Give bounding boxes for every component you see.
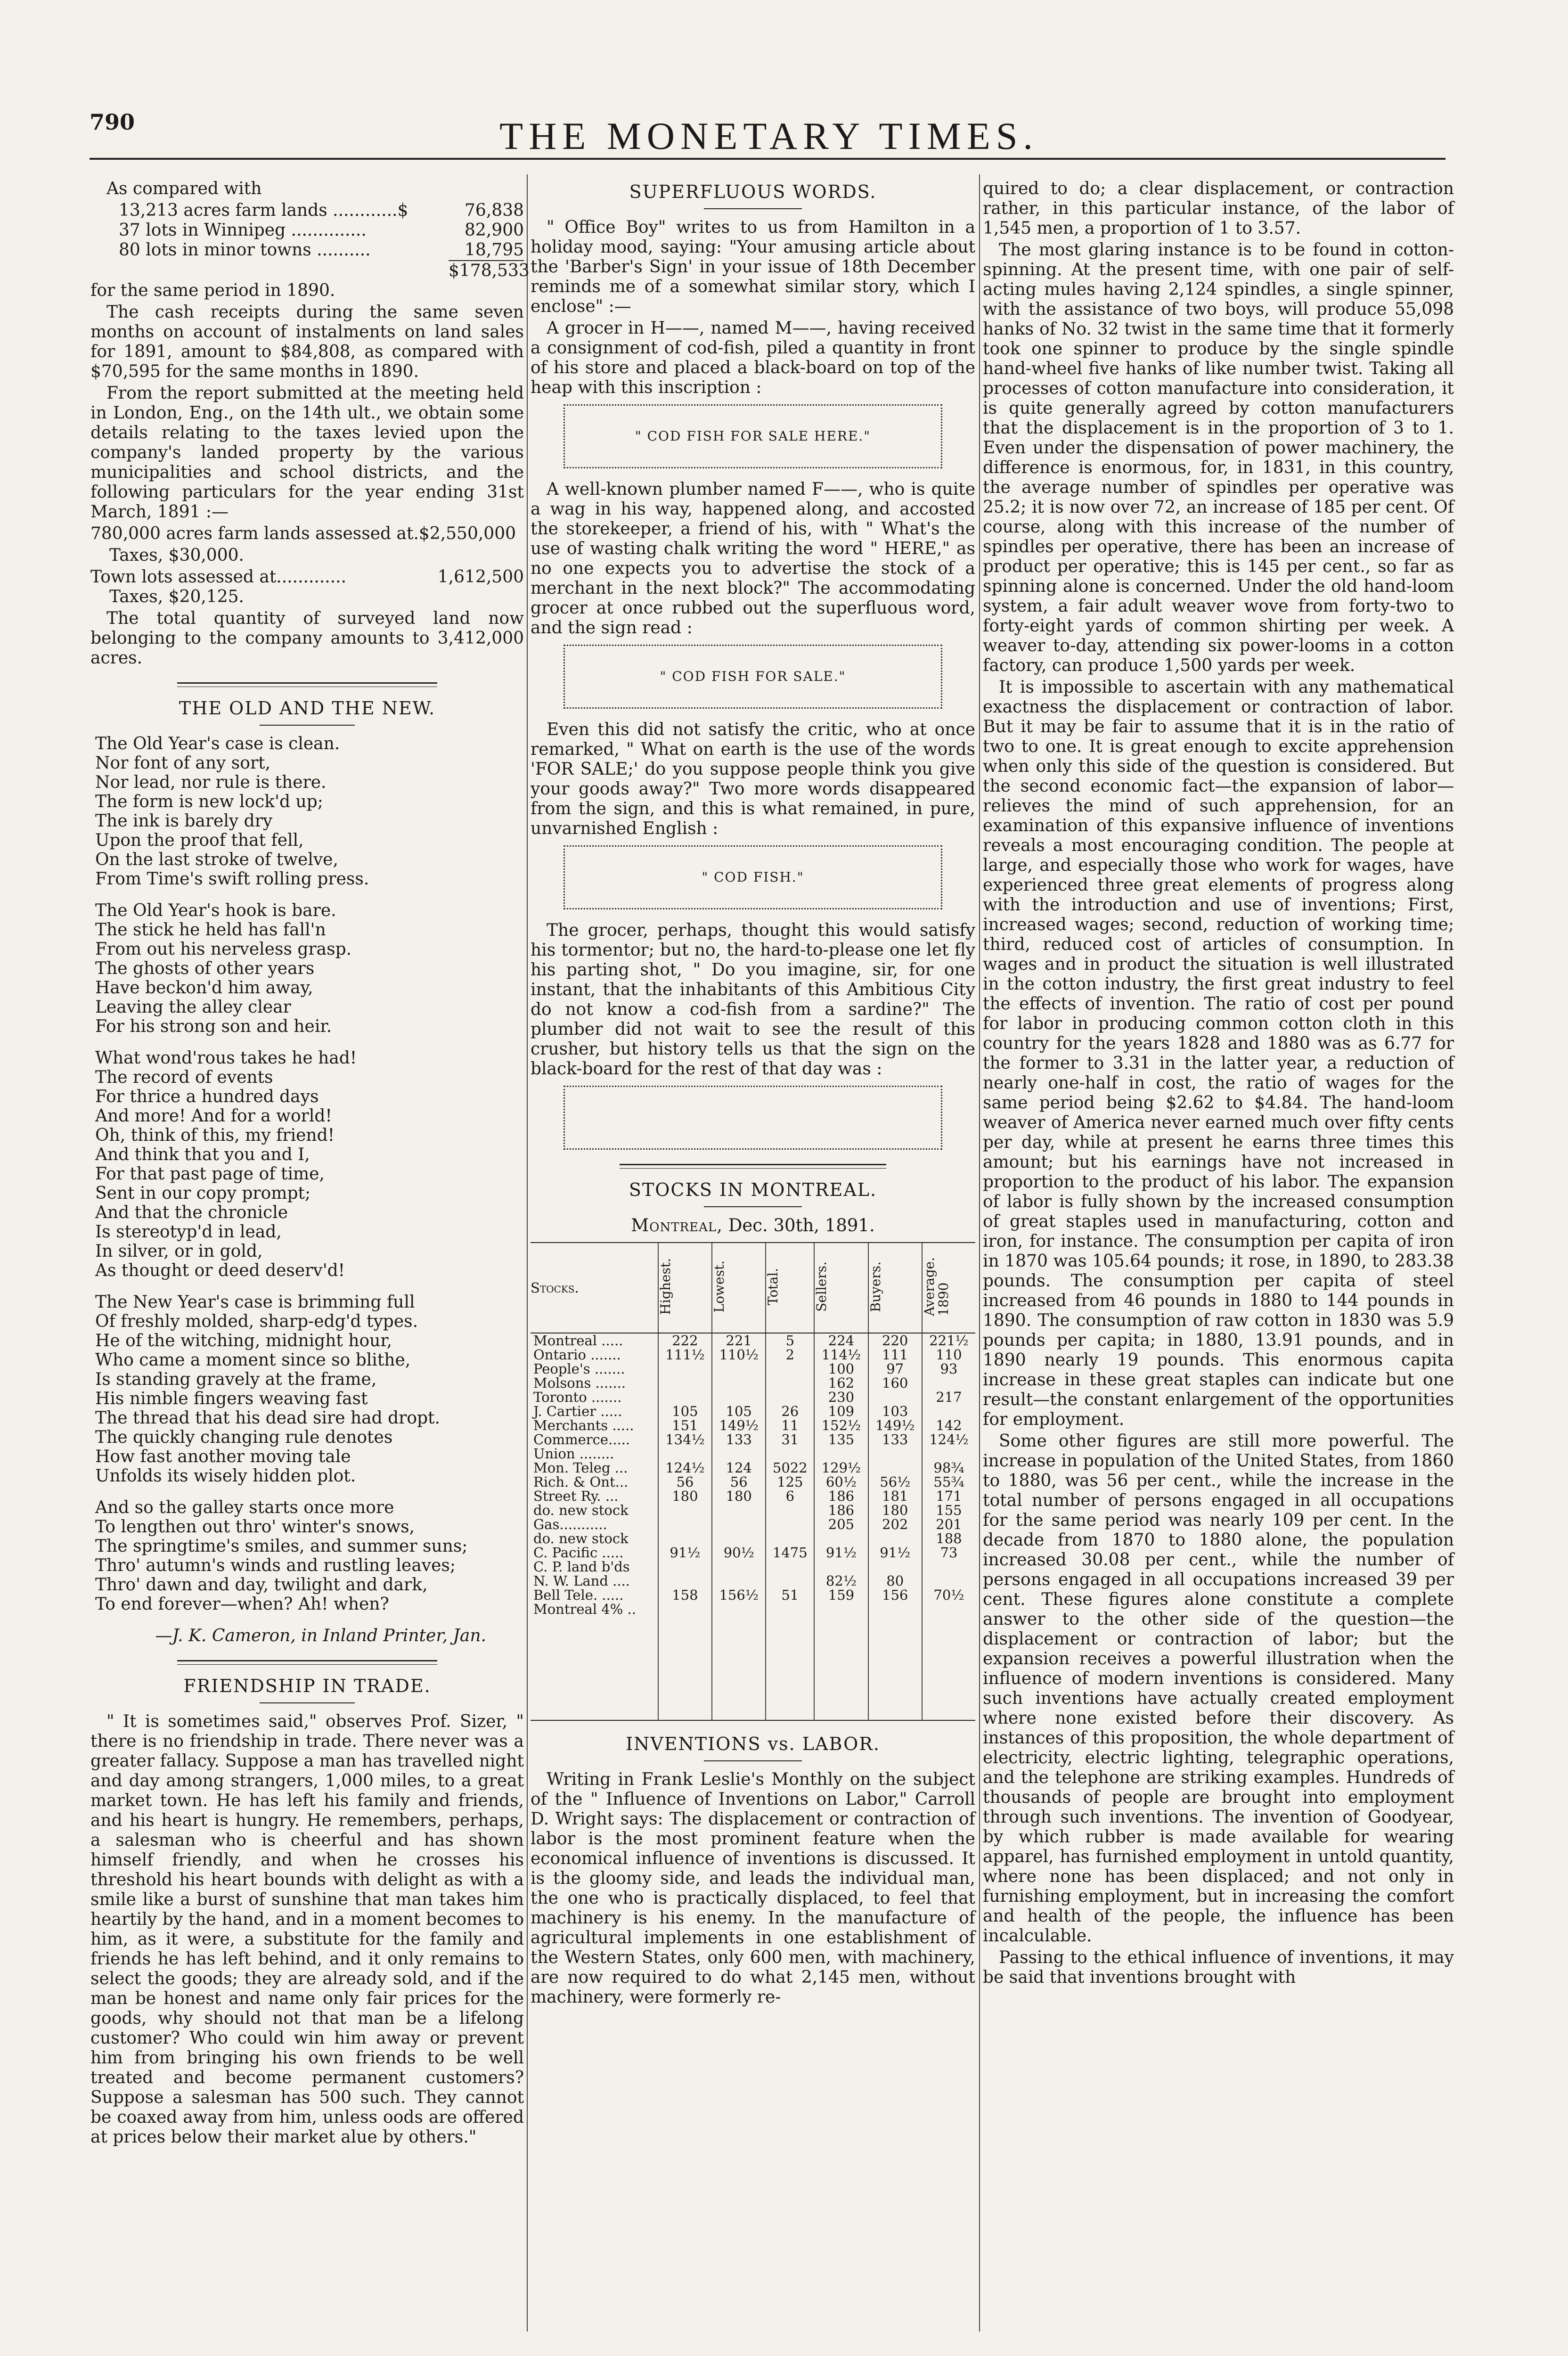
poem-line: Unfolds its wisely hidden plot. <box>95 1466 356 1486</box>
stocks-cell <box>922 1574 975 1588</box>
stocks-cell <box>658 1616 712 1720</box>
stocks-row <box>531 1376 975 1390</box>
stocks-cell <box>814 1531 868 1546</box>
stocks-cell: Gas........... <box>533 1516 607 1532</box>
stocks-cell <box>712 1531 766 1546</box>
stocks-cell <box>712 1390 766 1404</box>
paragraph: From the report submitted at the meeting held in London, Eng., on the 14th ult., we obtain some details relating to the taxes levied upon the company's landed property by the various municipalities and school districts, and the following particulars for the year ending 31st March, 1891 :— <box>90 384 524 522</box>
column-divider <box>979 174 980 2331</box>
stocks-cell: 70½ <box>922 1588 975 1602</box>
poem-line: Sent in our copy prompt; <box>95 1184 311 1203</box>
stocks-cell: 56 <box>658 1475 712 1489</box>
stocks-cell: C. P. land b'ds <box>533 1559 630 1575</box>
poem-line: Is stereotyp'd in lead, <box>95 1222 282 1242</box>
poem-line: And think that you and I, <box>95 1145 310 1164</box>
stocks-cell <box>766 1447 814 1461</box>
stocks-cell <box>658 1447 712 1461</box>
stocks-cell: 181 <box>868 1489 922 1503</box>
stocks-cell <box>766 1616 814 1720</box>
stocks-cell: 180 <box>868 1503 922 1517</box>
title-rule <box>704 208 802 209</box>
stocks-cell <box>868 1461 922 1475</box>
poem-stanza <box>95 1293 524 1486</box>
stocks-cell: 134½ <box>658 1432 712 1447</box>
stocks-cell: 159 <box>814 1588 868 1602</box>
poem <box>90 734 524 1614</box>
stocks-cell <box>868 1560 922 1574</box>
farm-line-label: 13,213 acres farm lands ............$ <box>119 201 408 220</box>
farm-line-value: 76,838 <box>465 201 524 220</box>
poem-line: In silver, or in gold, <box>95 1242 263 1261</box>
poem-line: And that the chronicle <box>95 1203 288 1222</box>
stocks-cell: 5 <box>766 1333 814 1348</box>
stocks-cell: 188 <box>922 1531 975 1546</box>
stocks-cell: do. new stock <box>533 1502 629 1518</box>
farm-line <box>90 240 524 260</box>
poem-line: To end forever—when? Ah! when? <box>95 1595 389 1614</box>
stocks-cell <box>868 1390 922 1404</box>
stocks-cell: 93 <box>922 1362 975 1376</box>
stocks-cell: 5022 <box>766 1461 814 1475</box>
section-rule <box>177 682 437 687</box>
blackboard-sign: " COD FISH." <box>564 845 942 909</box>
paragraph: A well-known plumber named F——, who is quite a wag in his way, happened along, and accosted the storekeeper, a friend of his, with " What's the use of wasting chalk writing the word " HERE," as no one expects you to advertise the stock of a merchant in the next block?" The accommodating grocer at once rubbed out the superfluous word, and the sign read : <box>531 480 975 638</box>
stocks-cell <box>658 1517 712 1531</box>
stocks-date: Dec. 30th, 1891. <box>728 1215 875 1235</box>
stocks-cell <box>922 1376 975 1390</box>
stocks-cell: 91½ <box>658 1546 712 1560</box>
stocks-cell: People's ....... <box>533 1361 625 1377</box>
stocks-cell: 60½ <box>814 1475 868 1489</box>
stocks-cell: 186 <box>814 1503 868 1517</box>
poem-line: The New Year's case is brimming full <box>95 1293 415 1312</box>
farm-line-label: 37 lots in Winnipeg .............. <box>119 221 367 240</box>
stocks-cell <box>712 1376 766 1390</box>
poem-line: To lengthen out thro' winter's snows, <box>95 1517 415 1537</box>
column-1 <box>90 179 530 2149</box>
stocks-cell: Commerce..... <box>533 1432 630 1448</box>
stocks-body <box>531 1333 975 1720</box>
stocks-cell: 56½ <box>868 1475 922 1489</box>
poem-line: Nor font of any sort, <box>95 753 271 773</box>
section-rule <box>177 1660 437 1665</box>
stocks-column-header: Stocks. <box>531 1243 658 1333</box>
paragraph: Writing in Frank Leslie's Monthly on the subject of the " Influence of Inventions on Labor," Carroll D. Wright says: The displacement or contraction of labor is the most prominent feature when the economical influence of inventions is discussed. It is the gloomy side, and leads the individual man, the one who is practically displaced, to feel that machinery is his enemy. In the manufacture of agricultural implements in one establishment of the Western States, only 600 men, with machinery, are now required to do what 2,145 men, without machinery, were formerly re- <box>531 1770 975 2007</box>
tax-line: 780,000 acres farm lands assessed at.$2,550,000 <box>90 524 516 543</box>
poem-line: For that past page of time, <box>95 1164 325 1184</box>
poem-line: The ink is barely dry <box>95 811 273 831</box>
blackboard-sign: " COD FISH FOR SALE." <box>564 645 942 709</box>
stocks-cell <box>766 1362 814 1376</box>
stocks-row <box>531 1447 975 1461</box>
poem-line: What wond'rous takes he had! <box>95 1048 357 1068</box>
stocks-cell <box>922 1404 975 1418</box>
stocks-cell <box>712 1503 766 1517</box>
stocks-cell: 73 <box>922 1546 975 1560</box>
stocks-cell: 82½ <box>814 1574 868 1588</box>
stocks-cell <box>712 1560 766 1574</box>
stocks-cell: C. Pacific ..... <box>533 1545 624 1561</box>
stocks-cell: 91½ <box>868 1546 922 1560</box>
stocks-cell <box>658 1560 712 1574</box>
stocks-cell: 111 <box>868 1348 922 1362</box>
stocks-row <box>531 1531 975 1546</box>
stocks-cell: 110 <box>922 1348 975 1362</box>
stocks-cell <box>766 1602 814 1616</box>
farm-line-value: 18,795 <box>465 240 524 260</box>
farm-line <box>90 201 524 221</box>
poem-line: Leaving the alley clear <box>95 998 291 1017</box>
stocks-cell: 152½ <box>814 1418 868 1432</box>
stocks-row <box>531 1348 975 1362</box>
stocks-row <box>531 1432 975 1447</box>
stocks-cell: 217 <box>922 1390 975 1404</box>
stocks-cell: 2 <box>766 1348 814 1362</box>
stocks-row <box>531 1560 975 1574</box>
stocks-cell: 100 <box>814 1362 868 1376</box>
stocks-cell <box>814 1602 868 1616</box>
stocks-row <box>531 1362 975 1376</box>
tax-line: Taxes, $30,000. <box>109 546 244 565</box>
stocks-cell <box>814 1447 868 1461</box>
stocks-cell: 230 <box>814 1390 868 1404</box>
farm-line-value: 82,900 <box>465 221 524 240</box>
stocks-cell: 31 <box>766 1432 814 1447</box>
stocks-cell: 80 <box>868 1574 922 1588</box>
stocks-cell <box>658 1376 712 1390</box>
inventions-title: INVENTIONS vs. LABOR. <box>626 1734 880 1754</box>
title-rule <box>260 725 355 726</box>
stocks-cell: 56 <box>712 1475 766 1489</box>
stocks-cell: 158 <box>658 1588 712 1602</box>
poem-line: On the last stroke of twelve, <box>95 850 338 869</box>
stocks-row <box>531 1489 975 1503</box>
poem-line: His nimble fingers weaving fast <box>95 1389 368 1408</box>
stocks-cell <box>922 1560 975 1574</box>
stocks-cell: 26 <box>766 1404 814 1418</box>
stocks-cell <box>922 1602 975 1616</box>
poem-line: Thro' autumn's winds and rustling leaves; <box>95 1556 456 1575</box>
stocks-cell: 124½ <box>658 1461 712 1475</box>
stocks-cell: 151 <box>658 1418 712 1432</box>
stocks-cell: Montreal 4% .. <box>533 1601 636 1617</box>
poem-stanza <box>95 1498 524 1614</box>
stocks-cell: 110½ <box>712 1348 766 1362</box>
title-rule <box>704 1760 802 1761</box>
poem-line: Oh, think of this, my friend! <box>95 1126 335 1145</box>
poem-line: And so the galley starts once more <box>95 1498 394 1517</box>
poem-line: The Old Year's hook is bare. <box>95 901 336 920</box>
stocks-column-header: Total. <box>766 1243 814 1333</box>
stocks-cell: 205 <box>814 1517 868 1531</box>
stocks-cell: 1475 <box>766 1546 814 1560</box>
stocks-cell <box>658 1362 712 1376</box>
paragraph: A grocer in H——, named M——, having received a consignment of cod-fish, piled a quantity in front of his store and placed a black-board on top of the heap with this inscription : <box>531 319 975 397</box>
column-2 <box>531 179 975 2009</box>
farm-lines <box>90 201 524 260</box>
stocks-header-row <box>531 1243 975 1333</box>
poem-line: Have beckon'd him away, <box>95 978 313 998</box>
stocks-cell: 133 <box>712 1432 766 1447</box>
poem-line: From out his nerveless grasp. <box>95 940 352 959</box>
blackboard-sign: " COD FISH FOR SALE HERE." <box>564 404 942 468</box>
poem-line: For his strong son and heir. <box>95 1017 332 1036</box>
poem-credit: —J. K. Cameron, in Inland Printer, Jan. <box>155 1626 486 1645</box>
poem-line: How fast another moving tale <box>95 1447 351 1466</box>
stocks-cell: 221½ <box>922 1333 975 1348</box>
masthead-title: THE MONETARY TIMES. <box>499 115 1038 157</box>
poem-line: As thought or deed deserv'd! <box>95 1261 345 1280</box>
poem-line: The record of events <box>95 1068 273 1087</box>
poem-line: Who came a moment since so blithe, <box>95 1350 411 1370</box>
stocks-row <box>531 1390 975 1404</box>
stocks-cell <box>814 1560 868 1574</box>
stocks-cell: 114½ <box>814 1348 868 1362</box>
stocks-title: STOCKS IN MONTREAL. <box>629 1179 877 1200</box>
stocks-cell: 162 <box>814 1376 868 1390</box>
stocks-cell: 98¾ <box>922 1461 975 1475</box>
paragraph: The grocer, perhaps, thought this would satisfy his tormentor; but no, the hard-to-please one let fly his parting shot, " Do you imagine, sir, for one instant, that the inhabitants of this Ambitious City do not know a cod-fish from a sardine?" The plumber did not wait to see the result of this crusher, but history tells us that the sign on the black-board for the rest of that day was : <box>531 921 975 1079</box>
poem-line: He of the witching, midnight hour, <box>95 1331 392 1350</box>
stocks-cell <box>712 1574 766 1588</box>
poem-title: THE OLD AND THE NEW. <box>179 698 436 719</box>
page-number: 790 <box>90 109 135 135</box>
stocks-cell: Union ........ <box>533 1446 614 1462</box>
stocks-row <box>531 1602 975 1616</box>
stocks-row <box>531 1333 975 1348</box>
stocks-row <box>531 1475 975 1489</box>
poem-line: The form is new lock'd up; <box>95 792 323 811</box>
stocks-cell: 180 <box>658 1489 712 1503</box>
poem-line: Nor lead, nor rule is there. <box>95 773 327 792</box>
stocks-cell <box>766 1517 814 1531</box>
stocks-cell <box>766 1560 814 1574</box>
stocks-cell <box>712 1447 766 1461</box>
stocks-cell <box>658 1602 712 1616</box>
stocks-row <box>531 1588 975 1602</box>
title-rule <box>260 1702 355 1703</box>
poem-line: The thread that his dead sire had dropt. <box>95 1408 440 1428</box>
stocks-cell: Merchants ..... <box>533 1417 634 1433</box>
stocks-cell: Rich. & Ont... <box>533 1474 629 1490</box>
poem-line: From Time's swift rolling press. <box>95 869 369 889</box>
stocks-cell <box>658 1503 712 1517</box>
poem-stanza <box>95 901 524 1036</box>
friendship-title: FRIENDSHIP IN TRADE. <box>183 1676 431 1696</box>
poem-line: Thro' dawn and day, twilight and dark, <box>95 1575 428 1595</box>
stocks-cell: 135 <box>814 1432 868 1447</box>
stocks-column-header: Average. 1890 <box>922 1243 975 1333</box>
stocks-cell: 149½ <box>868 1418 922 1432</box>
stocks-filler-row <box>531 1616 975 1720</box>
stocks-cell <box>922 1447 975 1461</box>
poem-stanza <box>95 734 524 889</box>
stocks-cell: 201 <box>922 1517 975 1531</box>
stocks-cell <box>922 1616 975 1720</box>
land-intro: As compared with <box>106 179 262 198</box>
stocks-cell: 224 <box>814 1333 868 1348</box>
stocks-row <box>531 1503 975 1517</box>
stocks-cell: 91½ <box>814 1546 868 1560</box>
stocks-row <box>531 1461 975 1475</box>
stocks-cell <box>868 1447 922 1461</box>
stocks-cell: 133 <box>868 1432 922 1447</box>
stocks-cell: 222 <box>658 1333 712 1348</box>
paragraph: The cash receipts during the same seven months on account of instalments on land sales for 1891, amount to $84,808, as compared with $70,595 for the same months in 1890. <box>90 303 524 381</box>
poem-line: Upon the proof that fell, <box>95 831 304 850</box>
stocks-cell: 55¾ <box>922 1475 975 1489</box>
stocks-cell: 105 <box>658 1404 712 1418</box>
stocks-cell: 202 <box>868 1517 922 1531</box>
column-3 <box>983 179 1454 1989</box>
stocks-cell: Ontario ....... <box>533 1347 621 1363</box>
poem-line: And more! And for a world! <box>95 1106 332 1126</box>
paragraph: Passing to the ethical influence of inventions, it may be said that inventions brought with <box>983 1948 1454 1987</box>
poem-line: For thrice a hundred days <box>95 1087 319 1106</box>
stocks-cell: Toronto ....... <box>533 1389 622 1405</box>
paragraph: Even this did not satisfy the critic, who at once remarked, " What on earth is the use of the words 'FOR SALE;' do you suppose people think you give your goods away?" Two more words disappeared from the sign, and this is what remained, in pure, unvarnished English : <box>531 720 975 838</box>
stocks-cell: 129½ <box>814 1461 868 1475</box>
stocks-cell: 124½ <box>922 1432 975 1447</box>
stocks-cell: 155 <box>922 1503 975 1517</box>
stocks-column-header: Buyers. <box>868 1243 922 1333</box>
stocks-cell: 109 <box>814 1404 868 1418</box>
paragraph: " It is sometimes said," observes Prof. Sizer, " there is no friendship in trade. There never was a greater fallacy. Suppose a man has travelled night and day among strangers, 1,000 miles, to a great market town. He has left his family and friends, and his heart is hungry. He remembers, perhaps, a salesman who is cheerful and has shown himself friendly, and when he crosses his threshold his heart bounds with delight as with a smile like a burst of sunshine that man takes him heartily by the hand, and in a moment becomes to him, as it were, a substitute for the family and friends he has left behind, and it only remains to select the goods; they are already sold, and if the man be honest and name only fair prices for the goods, why should not that man be a lifelong customer? Who could win him away or prevent him from bringing his own friends to be well treated and become permanent customers? Suppose a salesman has 500 such. They cannot be coaxed away from him, unless oods are offered at prices below their market alue by others." <box>90 1712 524 2147</box>
stocks-cell: 97 <box>868 1362 922 1376</box>
stocks-cell: 103 <box>868 1404 922 1418</box>
paragraph: " Office Boy" writes to us from Hamilton in a holiday mood, saying: "Your amusing article about the 'Barber's Sign' in your issue of 18th December reminds me of a somewhat similar story, which I enclose" :— <box>531 218 975 316</box>
stocks-cell: 221 <box>712 1333 766 1348</box>
stocks-cell <box>868 1616 922 1720</box>
stocks-cell <box>766 1574 814 1588</box>
stocks-cell: 156½ <box>712 1588 766 1602</box>
paragraph: for the same period in 1890. <box>90 281 335 300</box>
stocks-cell: 124 <box>712 1461 766 1475</box>
poem-stanza <box>95 1048 524 1280</box>
poem-line: The ghosts of other years <box>95 959 315 978</box>
column-divider <box>527 174 528 2331</box>
stocks-cell: 156 <box>868 1588 922 1602</box>
stocks-cell <box>658 1574 712 1588</box>
farm-total: $178,533 <box>449 261 530 280</box>
stocks-cell <box>766 1376 814 1390</box>
stocks-row <box>531 1517 975 1531</box>
stocks-dateline <box>531 1216 975 1235</box>
poem-line: The springtime's smiles, and summer suns; <box>95 1537 468 1556</box>
tax-value: 1,612,500 <box>437 567 524 587</box>
stocks-cell: Bell Tele. ..... <box>533 1587 624 1603</box>
stocks-row <box>531 1574 975 1588</box>
stocks-column-header: Sellers. <box>814 1243 868 1333</box>
stocks-cell: 125 <box>766 1475 814 1489</box>
stocks-cell <box>712 1602 766 1616</box>
stocks-table <box>531 1242 975 1721</box>
stocks-cell: 160 <box>868 1376 922 1390</box>
stocks-cell <box>766 1531 814 1546</box>
stocks-row <box>531 1418 975 1432</box>
stocks-cell: 11 <box>766 1418 814 1432</box>
stocks-cell <box>712 1362 766 1376</box>
stocks-cell <box>712 1517 766 1531</box>
farm-line-label: 80 lots in minor towns .......... <box>119 240 371 260</box>
poem-line: The stick he held has fall'n <box>95 920 326 940</box>
stocks-cell <box>868 1602 922 1616</box>
stocks-cell: J. Cartier ..... <box>533 1403 622 1419</box>
poem-line: The Old Year's case is clean. <box>95 734 340 753</box>
paragraph: quired to do; a clear displacement, or contraction rather, in this particular instance, of the labor of 1,545 men, a proportion of 1 to 3.57. <box>983 179 1454 238</box>
farm-line <box>90 221 524 240</box>
stocks-cell: Molsons ....... <box>533 1375 626 1391</box>
stocks-cell <box>766 1503 814 1517</box>
poem-line: Of freshly molded, sharp-edg'd types. <box>95 1312 418 1331</box>
poem-line: Is standing gravely at the frame, <box>95 1370 377 1389</box>
stocks-city: Montreal, <box>631 1215 723 1235</box>
paragraph: Some other figures are still more powerful. The increase in population of the United States, from 1860 to 1880, was 56 per cent., while the increase in the total number of persons engaged in all occupations for the same period was nearly 109 per cent. In the decade from 1870 to 1880 alone, the population increased 30.08 per cent., while the number of persons engaged in all occupations increased 39 per cent. These figures alone constitute a complete answer to the other side of the question—the displacement or contraction of labor; but the expansion receives a powerful illustration when the influence of modern inventions is considered. Many such inventions have actually created employment where none existed before their discovery. As instances of this proposition, the whole department of electricity, electric lighting, telegraphic operations, and the telephone are striking examples. Hundreds of thousands of people are brought into employment through such inventions. The invention of Goodyear, by which rubber is made available for wearing apparel, has furnished employment in untold quantity, where none has been displaced; and not only in furnishing employment, but in increasing the comfort and health of the people, the influence has been incalculable. <box>983 1432 1454 1946</box>
stocks-cell: 220 <box>868 1333 922 1348</box>
superfluous-title: SUPERFLUOUS WORDS. <box>629 181 877 202</box>
paragraph: It is impossible to ascertain with any mathematical exactness the displacement or contraction of labor. But it may be fair to assume that it is in the ratio of two to one. It is great enough to excite apprehension when only this side of the question is considered. But the second economic fact—the expansion of labor—relieves the mind of such apprehension, for an examination of this expansive influence of inventions reveals a most encouraging condition. The people at large, and especially those who work for wages, have experienced three great elements of progress along with the introduction and use of inventions; First, increased wages; second, reduction of working time; third, reduced cost of articles of consumption. In wages and in product the situation is well illustrated in the cotton industry, the first great industry to feel the effects of invention. The ratio of cost per pound for labor in producing common cotton cloth in this country for the years 1828 and 1880 was as 6.77 for the former to 3.31 in the latter year, a reduction of nearly one-half in cost, the ratio of wages for the same period being $2.62 to $4.84. The hand-loom weaver of America never earned much over fifty cents per day, while at present he earns three times this amount; but his earnings have not increased in proportion to the product of his labor. The expansion of labor is fully shown by the increased consumption of great staples used in manufacturing, cotton and iron, for instance. The consumption per capita of iron in 1870 was 105.64 pounds; it rose, in 1890, to 283.38 pounds. The consumption per capita of steel increased from 46 pounds in 1880 to 144 pounds in 1890. The consumption of raw cotton in 1830 was 5.9 pounds per capita; in 1880, 13.91 pounds, and in 1890 nearly 19 pounds. This enormous capita increase in these great staples can indicate but one result—the constant enlargement of the opportunities for employment. <box>983 678 1454 1429</box>
stocks-row <box>531 1546 975 1560</box>
tax-line: Taxes, $20,125. <box>109 587 244 606</box>
stocks-cell: 171 <box>922 1489 975 1503</box>
stocks-cell: 111½ <box>658 1348 712 1362</box>
masthead-rule <box>90 158 1446 160</box>
stocks-cell: 142 <box>922 1418 975 1432</box>
stocks-cell: N. W. Land .... <box>533 1573 630 1589</box>
paragraph: The most glaring instance is to be found in cotton-spinning. At the present time, with one pair of self-acting mules having 2,124 spindles, a single spinner, with the assistance of two boys, will produce 55,098 hanks of No. 32 twist in the same time that it formerly took one spinner to produce by the single spindle hand-wheel five hanks of like number twist. Taking all processes of cotton manufacture into consideration, it is quite generally agreed by cotton manufacturers that the displacement is in the proportion of 3 to 1. Even under the dispensation of power machinery, the difference is enormous, for, in 1831, in this country, the average number of spindles per operative was 25.2; it is now over 72, an increase of 185 per cent. Of course, along with this increase of the number of spindles per operative, there has been an increase of product per operative; this is 145 per cent., so far as spinning alone is concerned. Under the old hand-loom system, a fair adult weaver wove from forty-two to forty-eight yards of common shirting per week. A weaver to-day, attending six power-looms in a cotton factory, can produce 1,500 yards per week. <box>983 240 1454 675</box>
section-rule <box>620 1164 886 1169</box>
stocks-cell <box>766 1390 814 1404</box>
title-rule <box>704 1206 802 1207</box>
tax-line <box>90 567 524 587</box>
blackboard-sign-empty <box>564 1086 942 1150</box>
stocks-cell <box>531 1616 658 1720</box>
stocks-cell <box>868 1531 922 1546</box>
stocks-cell: 186 <box>814 1489 868 1503</box>
stocks-column-header: Lowest. <box>712 1243 766 1333</box>
tax-label: Town lots assessed at............. <box>90 567 347 587</box>
stocks-cell: Mon. Teleg ... <box>533 1460 628 1476</box>
stocks-cell <box>712 1616 766 1720</box>
stocks-cell <box>814 1616 868 1720</box>
stocks-cell: 90½ <box>712 1546 766 1560</box>
stocks-cell <box>658 1531 712 1546</box>
stocks-cell: 149½ <box>712 1418 766 1432</box>
stocks-cell: 180 <box>712 1489 766 1503</box>
poem-line: The quickly changing rule denotes <box>95 1428 393 1447</box>
paragraph: The total quantity of surveyed land now belonging to the company amounts to 3,412,000 acres. <box>90 609 524 668</box>
stocks-cell <box>658 1390 712 1404</box>
stocks-cell: Montreal ..... <box>533 1333 623 1349</box>
stocks-cell: 51 <box>766 1588 814 1602</box>
stocks-cell: 105 <box>712 1404 766 1418</box>
stocks-column-header: Highest. <box>658 1243 712 1333</box>
stocks-cell: do. new stock <box>533 1530 629 1546</box>
stocks-cell: 6 <box>766 1489 814 1503</box>
stocks-cell: Street Ry. ... <box>533 1488 619 1504</box>
stocks-row <box>531 1404 975 1418</box>
